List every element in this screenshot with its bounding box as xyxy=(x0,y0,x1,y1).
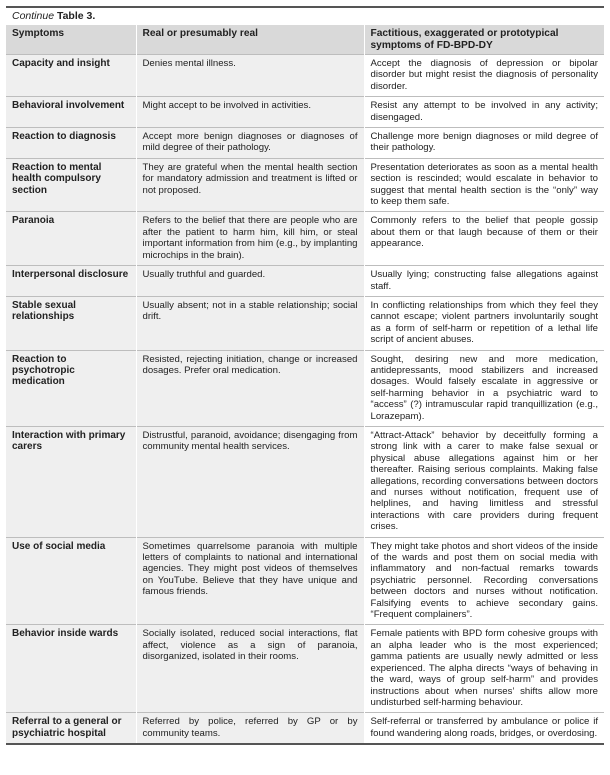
factitious-cell: “Attract-Attack” behavior by deceitfully forming a strong link with a carer to make false sexual or physical abuse allegations against him or her thereafter. Raising serious complaints. Making false allegations, recording conversations between doctors and nurses without notification, frequent use of helplines, and having limitless and stressful interactions with care providers during frequent crises. xyxy=(364,426,604,537)
table-header-row xyxy=(6,25,604,55)
factitious-cell: They might take photos and short videos of the inside of the wards and post them on social media with inflammatory and non-factual remarks towards psychiatric personnel. Recording conversations between doctors and nurses without notification. Falsifying events to achieve secondary gains. “Frequent complainers”. xyxy=(364,537,604,625)
factitious-cell: Resist any attempt to be involved in any activity; disengaged. xyxy=(364,97,604,128)
symptom-cell: Referral to a general or psychiatric hospital xyxy=(6,713,136,744)
symptom-cell: Reaction to mental health compulsory section xyxy=(6,158,136,212)
symptom-cell: Interaction with primary carers xyxy=(6,426,136,537)
real-cell: Distrustful, paranoid, avoidance; disengaging from community mental health services. xyxy=(136,426,364,537)
header-real: Real or presumably real xyxy=(136,25,364,55)
symptom-cell: Capacity and insight xyxy=(6,55,136,97)
symptom-cell: Paranoia xyxy=(6,212,136,266)
symptom-cell: Behavioral involvement xyxy=(6,97,136,128)
symptom-cell: Reaction to psychotropic medication xyxy=(6,350,136,426)
factitious-cell: Usually lying; constructing false allegations against staff. xyxy=(364,266,604,297)
real-cell: Accept more benign diagnoses or diagnoses of mild degree of their pathology. xyxy=(136,128,364,159)
real-cell: They are grateful when the mental health section for mandatory admission and treatment is lifted or not proposed. xyxy=(136,158,364,212)
symptoms-table xyxy=(6,25,605,745)
table-page xyxy=(6,6,604,745)
real-cell: Usually absent; not in a stable relationship; social drift. xyxy=(136,296,364,350)
factitious-cell: Presentation deteriorates as soon as a mental health section is rescinded; would escalate in behavior to suggest that mental health section is the “only” way to keep them safe. xyxy=(364,158,604,212)
factitious-cell: Challenge more benign diagnoses or mild degree of their pathology. xyxy=(364,128,604,159)
table-row xyxy=(6,713,604,744)
factitious-cell: Self-referral or transferred by ambulance or police if found wandering along roads, bridges, or overdosing. xyxy=(364,713,604,744)
symptom-cell: Reaction to diagnosis xyxy=(6,128,136,159)
table-row xyxy=(6,128,604,159)
table-row xyxy=(6,266,604,297)
table-row xyxy=(6,426,604,537)
table-caption xyxy=(6,6,604,25)
header-symptoms: Symptoms xyxy=(6,25,136,55)
table-row xyxy=(6,158,604,212)
table-row xyxy=(6,97,604,128)
real-cell: Usually truthful and guarded. xyxy=(136,266,364,297)
real-cell: Resisted, rejecting initiation, change or increased dosages. Prefer oral medication. xyxy=(136,350,364,426)
table-title: Table 3. xyxy=(56,10,96,22)
table-row xyxy=(6,296,604,350)
table-row xyxy=(6,625,604,713)
factitious-cell: Female patients with BPD form cohesive groups with an alpha leader who is the most experienced; gamma patients are usually newly admitted or less experienced. The alpha directs “ways of behaving in the ward, ways of group self-harm” and provides instructions about when nurses’ shifts allow more undisturbed self-harming behaviour. xyxy=(364,625,604,713)
symptom-cell: Interpersonal disclosure xyxy=(6,266,136,297)
table-row xyxy=(6,537,604,625)
continue-label: Continue xyxy=(12,10,55,22)
real-cell: Might accept to be involved in activities. xyxy=(136,97,364,128)
symptom-cell: Use of social media xyxy=(6,537,136,625)
factitious-cell: Accept the diagnosis of depression or bipolar disorder but might resist the diagnosis of personality disorder. xyxy=(364,55,604,97)
table-row xyxy=(6,55,604,97)
factitious-cell: Commonly refers to the belief that people gossip about them or that laugh because of them or their appearance. xyxy=(364,212,604,266)
real-cell: Socially isolated, reduced social interactions, flat affect, violence as a sign of paranoia, disorganized, isolated in their rooms. xyxy=(136,625,364,713)
real-cell: Referred by police, referred by GP or by community teams. xyxy=(136,713,364,744)
table-row xyxy=(6,350,604,426)
real-cell: Sometimes quarrelsome paranoia with multiple letters of complaints to national and international agencies. They might post videos of themselves on YouTube. Believe that they have unique and famous friends. xyxy=(136,537,364,625)
factitious-cell: Sought, desiring new and more medication, antidepressants, mood stabilizers and increased dosages. Would falsely escalate in aggressive or self-harming behavior in a psychiatric ward to “access” (?) intramuscular rapid tranquillization (e.g., Lorazepam). xyxy=(364,350,604,426)
symptom-cell: Behavior inside wards xyxy=(6,625,136,713)
symptom-cell: Stable sexual relationships xyxy=(6,296,136,350)
real-cell: Denies mental illness. xyxy=(136,55,364,97)
header-factitious: Factitious, exaggerated or prototypical symptoms of FD-BPD-DY xyxy=(364,25,604,55)
factitious-cell: In conflicting relationships from which they feel they cannot escape; violent partners involuntarily sought as a form of self-harm or repetition of a lethal life script of ancient abuses. xyxy=(364,296,604,350)
real-cell: Refers to the belief that there are people who are after the patient to harm him, kill him, or steal important information from him (e.g., by implanting microchips in the brain). xyxy=(136,212,364,266)
table-row xyxy=(6,212,604,266)
